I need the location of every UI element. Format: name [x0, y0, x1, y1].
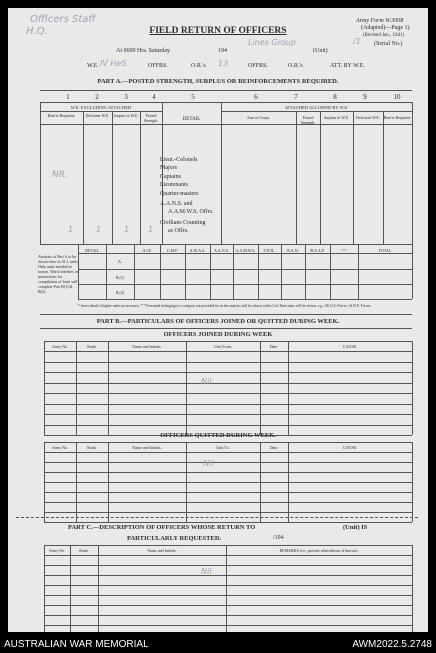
analysis-header: R.A.N.: [287, 248, 299, 253]
table-vline: [70, 545, 71, 632]
table-vline: [260, 442, 261, 522]
time-line-year: 194: [218, 48, 227, 54]
table-header: Unit To.: [216, 445, 230, 450]
table-vline: [98, 545, 99, 632]
part-a-title: PART A.—POSTED STRENGTH, SURPLUS OR REINFORCEMENTS REQUIRED.: [97, 78, 339, 85]
analysis-row-label: B.(1): [115, 275, 125, 280]
table-hline: [44, 362, 412, 363]
handwritten-one-1: 1: [68, 225, 74, 234]
table-vline: [226, 545, 227, 632]
handwritten-one-3: 1: [124, 225, 130, 234]
table-vline: [288, 442, 289, 522]
table-hline: [44, 565, 412, 566]
left-header: Surplus to W.E.: [113, 113, 139, 118]
right-header: Rein'ts Required.: [383, 115, 412, 120]
table-hline: [78, 284, 412, 285]
quitted-title: OFFICERS QUITTED DURING WEEK.: [160, 432, 276, 439]
table-hline: [44, 482, 412, 483]
handwritten-serial: /1: [353, 37, 361, 46]
part-c-requested: PARTICULARLY REQUESTED.: [127, 535, 222, 542]
rank-majors: Majors: [160, 165, 177, 172]
table-vline: [412, 244, 413, 299]
joined-title: OFFICERS JOINED DURING WEEK: [163, 331, 273, 338]
footnote: * Insert detail of higher ranks as necessary. * * Personnel belonging to a category not provided for in the analysis will be shown in this Col. Particulars will be shown, e.g., 2K U.S. Forces; 3d N.E. Forces.: [78, 304, 372, 308]
table-vline: [383, 111, 384, 244]
rank-civilians-2: as Offrs.: [168, 228, 189, 235]
table-header: CAUSE.: [342, 445, 358, 450]
handwritten-nil-quitted: Nil: [203, 459, 214, 468]
handwritten-nr: NR.: [52, 170, 68, 180]
analysis-header: A.W.A.S.: [189, 248, 206, 253]
rank-captains: Captains: [160, 173, 181, 180]
table-hline: [78, 244, 412, 245]
table-vline: [412, 102, 413, 244]
column-number: 5: [191, 93, 195, 101]
handwritten-one-2: 1: [96, 225, 102, 234]
table-header: Date.: [269, 445, 279, 450]
handwritten-unit: Lines Group: [248, 38, 296, 47]
column-number: 4: [152, 93, 156, 101]
table-vline: [44, 442, 45, 522]
table-hline: [40, 124, 412, 125]
table-vline: [412, 341, 413, 435]
table-vline: [83, 111, 84, 244]
table-header: Army No.: [51, 445, 69, 450]
table-vline: [40, 102, 41, 244]
handwritten-note: Officers Staff: [30, 14, 96, 25]
table-vline: [320, 111, 321, 244]
analysis-header: A.A.M.W.S.: [235, 248, 256, 253]
table-hline: [40, 111, 162, 112]
attached-allowed-header: ATTACHED ALLOWED BY W.E.: [284, 105, 349, 110]
table-vline: [186, 341, 187, 435]
table-vline: [412, 442, 413, 522]
ors-label-2: O.R.'s: [288, 63, 303, 69]
form-title: FIELD RETURN OF OFFICERS: [149, 26, 287, 36]
column-number: 3: [124, 93, 128, 101]
column-number: 6: [254, 93, 258, 101]
handwritten-note-2: H.Q.: [26, 26, 48, 37]
analysis-header: A.A.N.S.: [214, 248, 229, 253]
table-hline: [44, 351, 412, 352]
right-header: Arm or Corps.: [246, 115, 271, 120]
table-hline: [44, 615, 412, 616]
table-vline: [108, 442, 109, 522]
unit-label: (Unit): [313, 48, 328, 54]
table-header: Unit From.: [214, 344, 232, 349]
right-header: Deficient W.E.: [356, 115, 380, 120]
right-header: Posted Strength.: [300, 115, 316, 125]
table-vline: [186, 442, 187, 522]
right-header: Surplus to W.E.: [323, 115, 350, 120]
handwritten-nil-partc: Nil: [201, 567, 212, 576]
table-header: CAUSE.: [342, 344, 358, 349]
we-excluding-header: W.E. EXCLUDING ATTACHED: [70, 105, 132, 110]
table-hline: [44, 512, 412, 513]
analysis-header: C.M.F.: [166, 248, 179, 253]
part-c-unit: (Unit) IS: [343, 524, 368, 531]
table-vline: [76, 442, 77, 522]
table-hline: [44, 425, 412, 426]
analysis-header: TOTAL: [378, 248, 392, 253]
table-header: Name and Initials.: [147, 548, 177, 553]
table-hline: [44, 522, 412, 523]
rank-quarter-masters: Quarter-masters: [160, 190, 199, 197]
table-hline: [44, 372, 412, 373]
table-vline: [112, 111, 113, 244]
table-header: Army No.: [48, 548, 66, 553]
document-page: [8, 8, 428, 632]
table-hline: [44, 545, 412, 546]
rank-list: [160, 156, 214, 236]
part-b-title: PART B.—PARTICULARS OF OFFICERS JOINED OR QUITTED DURING WEEK.: [96, 318, 340, 325]
detail-header: DETAIL: [182, 117, 201, 122]
handwritten-offrs: 13: [218, 59, 229, 68]
table-header: Rank.: [79, 548, 89, 553]
table-hline: [44, 492, 412, 493]
footer-left: AUSTRALIAN WAR MEMORIAL: [4, 639, 149, 650]
table-hline: [44, 462, 412, 463]
table-hline: [44, 472, 412, 473]
handwritten-one-4: 1: [148, 225, 154, 234]
left-header: Posted Strength.: [143, 113, 159, 123]
column-number: 10: [393, 93, 401, 101]
part-c-title: PART C.—DESCRIPTION OF OFFICERS WHOSE RETURN TO: [68, 524, 256, 531]
att-by-we-label: ATT. BY W.E.: [330, 63, 365, 69]
part-c-year: /194: [273, 535, 284, 541]
offrs-label-2: OFFRS.: [248, 63, 268, 69]
table-hline: [44, 383, 412, 384]
left-header: Deficient W.E.: [85, 113, 110, 118]
table-vline: [108, 341, 109, 435]
column-number: 7: [294, 93, 298, 101]
table-hline: [44, 414, 412, 415]
column-number: 8: [333, 93, 337, 101]
table-hline: [44, 585, 412, 586]
analysis-header: A.I.F.: [142, 248, 152, 253]
footer-right: AWM2022.5.2748: [352, 639, 432, 650]
table-header: Rank.: [87, 344, 97, 349]
rank-aans: A.A.N.S. and: [160, 201, 193, 208]
rank-civilians: Civilians Counting: [160, 219, 206, 226]
table-header: REMARKS (i.e., present whereabouts if known).: [279, 548, 359, 553]
analysis-row-label: A.: [118, 259, 122, 264]
table-hline: [44, 625, 412, 626]
footer-bar: [0, 636, 436, 653]
table-vline: [76, 341, 77, 435]
analysis-header: * *: [341, 248, 347, 253]
table-hline: [78, 299, 412, 300]
analysis-row-label: B.(2): [115, 290, 125, 295]
rank-lieut-colonels: Lieut.-Colonels: [160, 157, 198, 163]
table-hline: [44, 595, 412, 596]
army-form-number: Army Form W.3008: [356, 18, 404, 24]
left-header: Rein'ts Required.: [47, 113, 76, 118]
table-header: Army No.: [51, 344, 69, 349]
analysis-note: Analysis of Part A to be shown here in ALL units. Only units entitled to nurses, Ward orderlies or instructions for compilation of form will complete Part B(1) & B(2).: [38, 254, 79, 294]
table-header: Name and Initials.: [132, 445, 162, 450]
table-vline: [140, 111, 141, 244]
table-header: Rank.: [87, 445, 97, 450]
serial-no-label: (Serial No.): [374, 41, 403, 47]
form-revised: (Revised Jan., 1941): [363, 33, 405, 38]
table-vline: [412, 545, 413, 632]
analysis-header: CIVIL.: [263, 248, 276, 253]
table-hline: [44, 442, 412, 443]
table-hline: [78, 269, 412, 270]
table-hline: [44, 452, 412, 453]
table-vline: [221, 102, 222, 244]
we-label: W.E.: [87, 63, 99, 69]
column-number: 9: [363, 93, 367, 101]
table-vline: [288, 341, 289, 435]
table-vline: [44, 341, 45, 435]
table-vline: [260, 341, 261, 435]
table-header: Date.: [269, 344, 279, 349]
table-header: Name and Initials.: [132, 344, 162, 349]
analysis-header: DETAIL: [84, 248, 100, 253]
table-hline: [44, 605, 412, 606]
table-hline: [44, 393, 412, 394]
handwritten-nil-joined: Nil: [201, 377, 212, 386]
form-adapted: (Adapted)—Page 1): [361, 25, 410, 31]
column-number: 1: [66, 93, 70, 101]
time-line-prefix: At 0600 Hrs. Saturday: [116, 48, 170, 54]
handwritten-we: IV HeS: [100, 59, 127, 68]
table-vline: [353, 111, 354, 244]
offrs-label: OFFRS.: [148, 63, 168, 69]
table-hline: [44, 341, 412, 342]
rank-aamws: A.A.M.W.S. Offrs.: [168, 209, 214, 216]
rank-lieutenants: Lieutenants: [160, 182, 188, 189]
column-number: 2: [95, 93, 99, 101]
table-vline: [296, 111, 297, 244]
ors-label: O.R.'s: [191, 63, 206, 69]
table-hline: [40, 102, 412, 103]
table-hline: [44, 555, 412, 556]
analysis-header: R.A.A.F.: [310, 248, 325, 253]
table-hline: [44, 404, 412, 405]
table-hline: [44, 575, 412, 576]
table-vline: [44, 545, 45, 632]
table-hline: [44, 502, 412, 503]
